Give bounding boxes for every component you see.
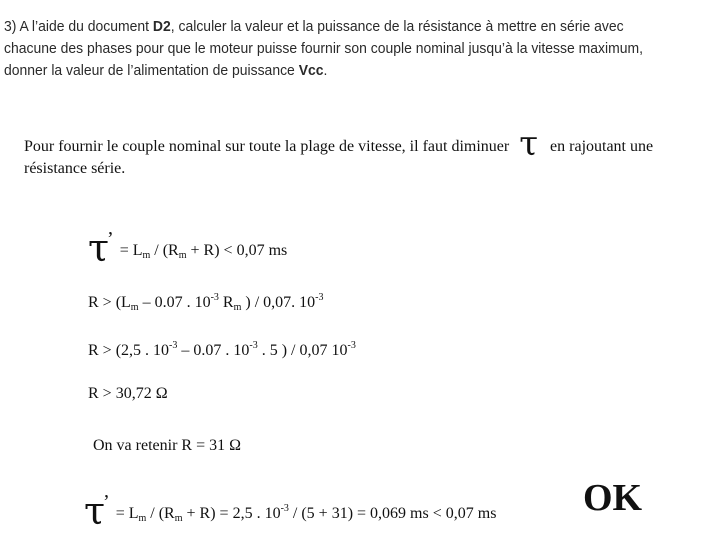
eq1-part-a: = L (119, 242, 143, 259)
eq6-part-b: / (R (146, 505, 175, 522)
intro-before: Pour fournir le couple nominal sur toute la plage de vitesse, il faut diminuer (24, 138, 510, 155)
eq1-part-b: / (R (150, 242, 179, 259)
eq1-sub-1: m (142, 250, 151, 261)
question-part3: . (323, 62, 328, 79)
eq2-sup-1: -3 (210, 292, 219, 303)
question-part2: , calculer la valeur et la puissance de la résistance à mettre en série avec chacune des phases pour que le moteur puisse fournir son couple nominal jusqu’à la vitesse maximum, donner la valeur de l’alimentation de puissance (4, 18, 643, 79)
eq3-sup-3: -3 (347, 340, 356, 351)
eq6-sub-1: m (138, 513, 147, 524)
tau-symbol: τ (88, 226, 110, 270)
tau-symbol: τ (84, 489, 106, 533)
eq2-part-b: – 0.07 . 10 (138, 294, 211, 311)
ohm-symbol: Ω (155, 385, 168, 402)
vcc-label: Vcc (298, 62, 324, 79)
equation-verification (84, 489, 496, 533)
intro-after: en rajoutant une résistance série. (24, 138, 654, 177)
retained-value (93, 437, 241, 455)
eq4-part-a: R > 30,72 (88, 385, 156, 402)
eq1-part-c: + R) < 0,07 ms (186, 242, 288, 259)
eq3-part-c: . 5 ) / 0,07 10 (257, 342, 348, 359)
answer-intro (24, 124, 704, 180)
tau-symbol: τ (519, 124, 539, 164)
eq2-part-d: ) / 0,07. 10 (241, 294, 316, 311)
document-reference: D2 (152, 18, 171, 35)
equation-r-numeric (88, 340, 356, 360)
question-text (4, 16, 666, 82)
eq3-part-b: – 0.07 . 10 (177, 342, 250, 359)
prime-mark: ’ (107, 228, 114, 250)
eq2-part-a: R > (L (88, 294, 131, 311)
equation-tau-prime (88, 226, 287, 270)
eq2-sub-1: m (130, 302, 139, 313)
equation-r-symbolic (88, 292, 324, 313)
eq6-sup-1: -3 (280, 503, 289, 514)
eq2-sup-2: -3 (315, 292, 324, 303)
eq6-sub-2: m (174, 513, 183, 524)
ok-label: OK (583, 477, 643, 519)
prime-mark: ’ (103, 491, 110, 513)
eq2-sub-2: m (233, 302, 242, 313)
question-part1: 3) A l’aide du document (4, 18, 153, 35)
eq3-sup-2: -3 (249, 340, 258, 351)
eq3-sup-1: -3 (169, 340, 178, 351)
eq6-part-a: = L (115, 505, 139, 522)
eq6-part-d: / (5 + 31) = 0,069 ms < 0,07 ms (288, 505, 497, 522)
equation-r-result (88, 385, 168, 403)
eq6-part-c: + R) = 2,5 . 10 (182, 505, 281, 522)
eq5-part-a: On va retenir R = 31 (93, 437, 230, 454)
eq3-part-a: R > (2,5 . 10 (88, 342, 170, 359)
eq2-part-c: R (218, 294, 234, 311)
eq1-sub-2: m (178, 250, 187, 261)
ohm-symbol: Ω (229, 437, 241, 454)
